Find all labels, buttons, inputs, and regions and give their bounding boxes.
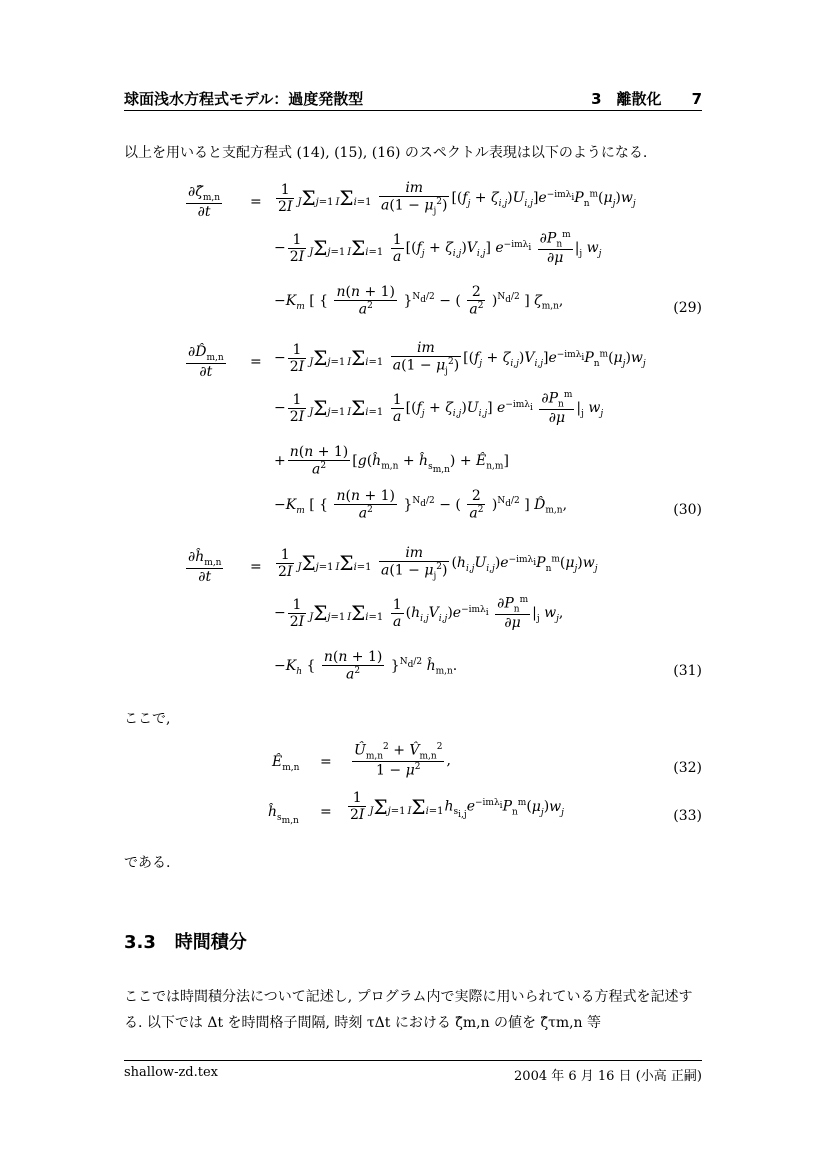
- dearu-text: である.: [124, 855, 171, 871]
- footer: [124, 1060, 702, 1084]
- eq33-number: (33): [673, 808, 702, 824]
- section-title: 時間積分: [174, 932, 247, 953]
- body-paragraph: ここでは時間積分法について記述し, プログラム内で実際に用いられている方程式を記述する. 以下では Δt を時間格子間隔, 時刻 τΔt における ζ̂m,n の値を ζ̂τm,n 等: [124, 989, 693, 1031]
- header-section: 3 離散化 7: [591, 90, 702, 108]
- eq29-lhs: $\frac{\partial\zetâ_{m,n}}{\partial t}$: [188, 184, 221, 220]
- eq29-number: (29): [673, 300, 702, 316]
- intro-paragraph: 以上を用いると支配方程式 (14), (15), (16) のスペクトル表現は以下のようになる.: [124, 145, 648, 161]
- eq32-number: (32): [673, 760, 702, 776]
- equation-29: $\frac{\partial\zetâ_{m,n}}{\partial t}$ = $\frac{1}{2I}$ JΣj=1 IΣi=1 $\frac{im}{a(1 - \mu_j^2)}$ $[(f_j + \zeta_{i,j})U_{i,j}]e^{-im\lambda_i}P_n^m(\mu_j)w_j$ − $\frac{1}{2I}$ JΣj=1 IΣi=1 $\frac{1}{a}$ $[(f_j + \zeta_{i,j})V_{i,j}]$ $e^{-im\lambda_i}$ $\frac{\partial P_n^m}{\partial\mu}$ $|_j$ $w_j$ $-K_m$ [ { $\frac{n(n + 1)}{a^2}$ }$^{N_d/2}$ − ( $\frac{2}{a^2}$ )$^{N_d/2}$ ] $\zeta_{m,n}$, (29): [124, 180, 702, 330]
- section-number: 3.3: [124, 932, 156, 953]
- equation-30: $\frac{\partial D̂_{m,n}}{\partial t}$ = − $\frac{1}{2I}$ JΣj=1 IΣi=1 $\frac{im}{a(1 - \mu_j^2)}$ $[(f_j + \zeta_{i,j})V_{i,j}]e^{-im\lambda_i}P_n^m(\mu_j)w_j$ − $\frac{1}{2I}$ JΣj=1 IΣi=1 $\frac{1}{a}$ $[(f_j + \zeta_{i,j})U_{i,j}]$ $e^{-im\lambda_i}$ $\frac{\partial P_n^m}{\partial\mu}$ $|_j$ $w_j$ + $\frac{n(n + 1)}{a^2}$ [$g(ĥ_{m,n}$ + $ĥ_{s_{m,n}}$) + $Ê_{n,m}$] $-K_m$ [ { $\frac{n(n + 1)}{a^2}$ }$^{N_d/2}$ − ( $\frac{2}{a^2}$ )$^{N_d/2}$ ] $D̂_{m,n}$, (30): [188, 340, 702, 522]
- equation-32: $Ê_{m,n}$ = $\frac{Û_{m,n}^2 + V̂_{m,n}^2}{1 - \mu^2}$ , (32): [272, 742, 702, 780]
- kokode-text: ここで,: [124, 711, 171, 727]
- running-header: [124, 88, 702, 111]
- eq31-number: (31): [673, 663, 702, 679]
- equation-33: $ĥ_{s_{m,n}}$ = $\frac{1}{2I}$ JΣj=1 $I\Sigma i=1h_{s_{i,j}}e^{-im\lambda_i}P_n^m(\mu_j)w_j$ (33): [268, 790, 702, 826]
- footer-filename: shallow-zd.tex: [124, 1065, 219, 1080]
- equation-31: $\frac{\partial ĥ_{m,n}}{\partial t}$ = $\frac{1}{2I}$ JΣj=1 IΣi=1 $\frac{im}{a(1 - \mu_j^2)}$ $(h_{i,j}U_{i,j})e^{-im\lambda_i}P_n^m(\mu_j)w_j$ − $\frac{1}{2I}$ JΣj=1 IΣi=1 $\frac{1}{a}$ $(h_{i,j}V_{i,j})e^{-im\lambda_i}$ $\frac{\partial P_n^m}{\partial\mu}$ $|_j$ $w_j$, $-K_h$ { $\frac{n(n + 1)}{a^2}$ }$^{N_d/2}$ $ĥ_{m,n}$. (31): [188, 545, 702, 683]
- footer-date-author: 2004 年 6 月 16 日 (小高 正嗣): [514, 1069, 702, 1084]
- header-title: 球面浅水方程式モデル：過度発散型: [124, 90, 364, 108]
- section-heading: [124, 928, 247, 954]
- eq30-number: (30): [673, 502, 702, 518]
